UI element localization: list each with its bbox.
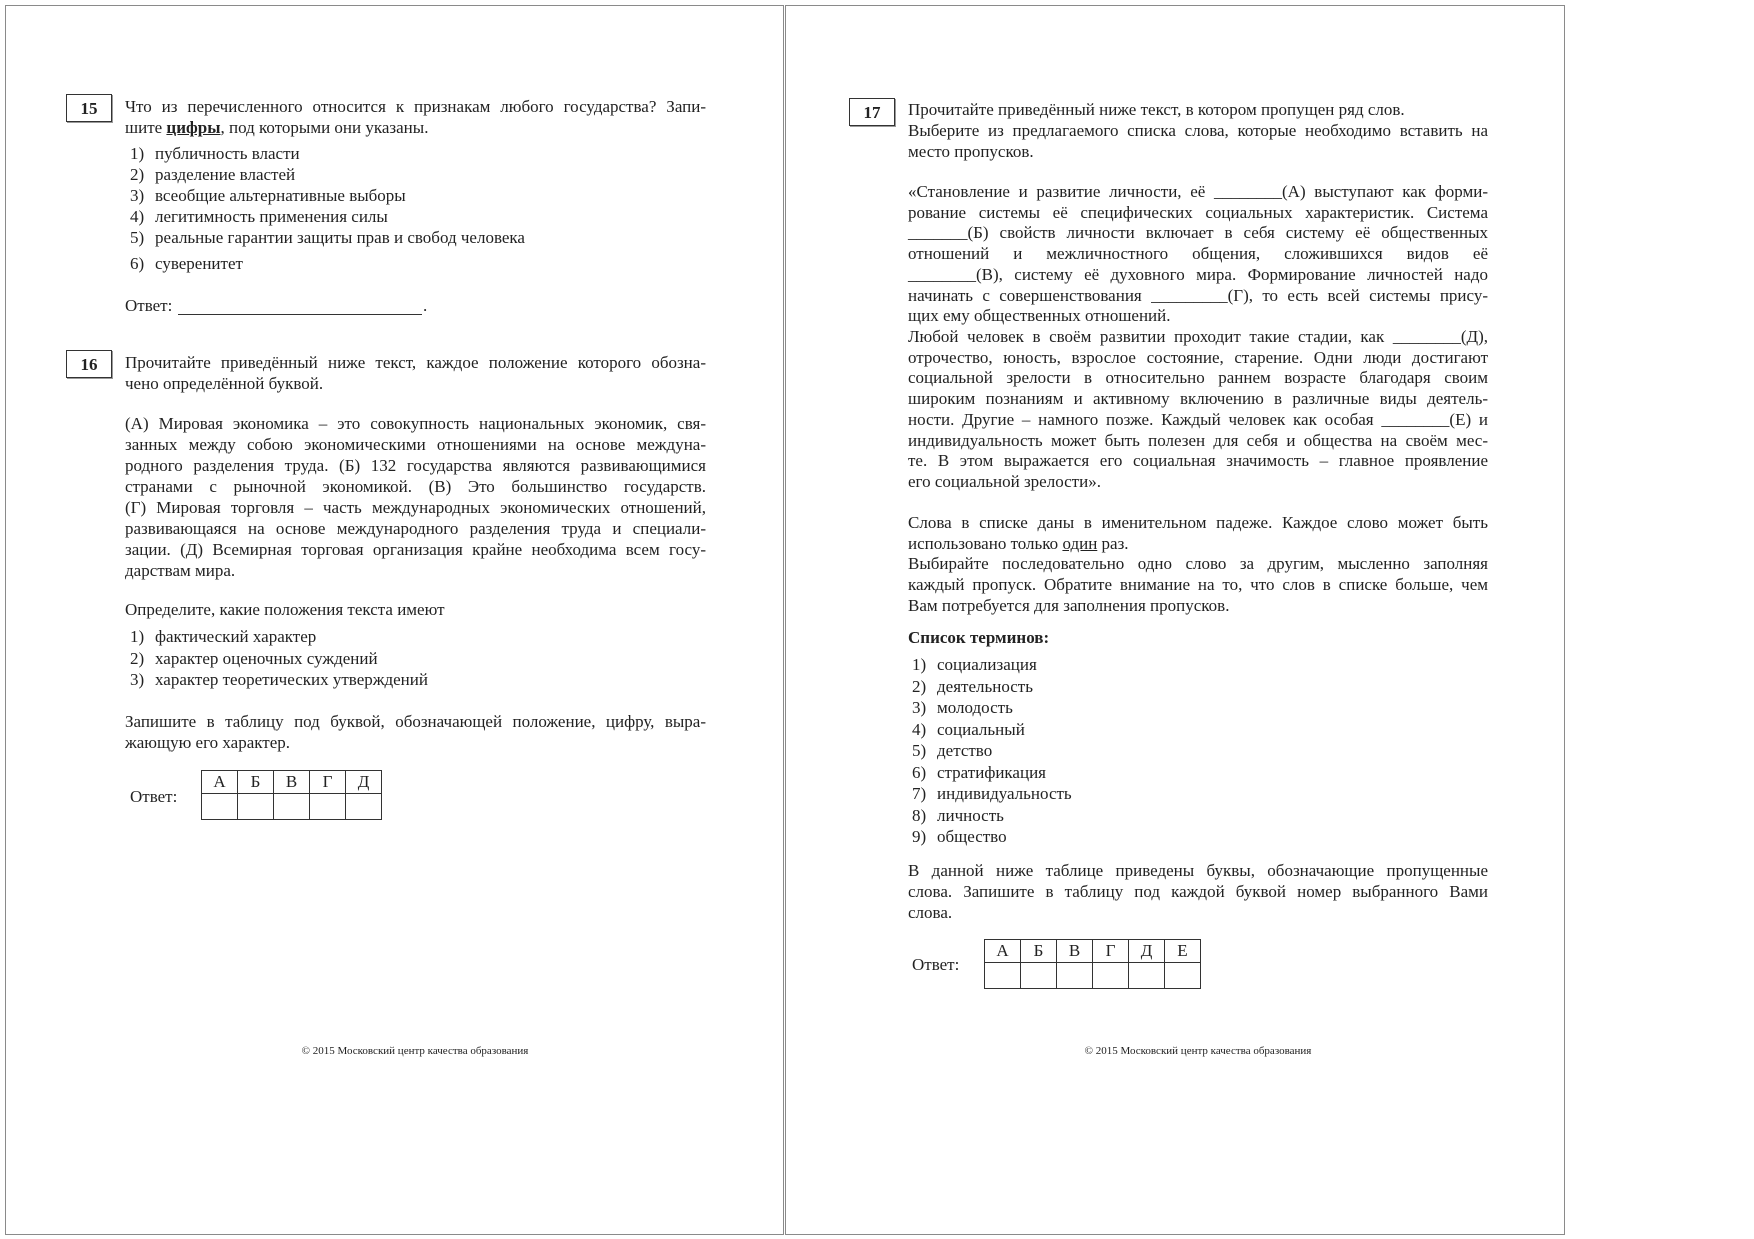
q17-answer-label: Ответ: <box>912 955 960 974</box>
terms-title: Список терминов: <box>908 628 1050 647</box>
q15-answer-field[interactable] <box>178 313 422 315</box>
term-option-number: 4) <box>912 719 927 739</box>
table-letter-header: Г <box>1093 940 1129 963</box>
table-letter-header: Б <box>1021 940 1057 963</box>
term-option-number: 1) <box>912 655 927 674</box>
term-option-text: личность <box>937 805 1004 825</box>
q16-prompt-line: чено определённой буквой. <box>125 374 324 393</box>
q17-note-line: Слова в списке даны в именительном падеже. Каждое слово может быть <box>908 513 1488 532</box>
term-option-number: 6) <box>912 762 927 782</box>
q17-note-line: Выбирайте последовательно одно слово за другим, мысленно заполняя <box>908 554 1488 573</box>
question-number-17: 17 <box>849 98 895 126</box>
q17-note-line: Вам потребуется для заполнения пропусков. <box>908 596 1230 615</box>
q16-text-line: (Г) Мировая торговля – часть международных экономических отношений, <box>125 498 706 517</box>
term-option-text: индивидуальность <box>937 784 1072 803</box>
q15-option-text: публичность власти <box>155 144 300 163</box>
q15-option-number: 3) <box>130 186 145 205</box>
term-option-number: 3) <box>912 698 927 717</box>
term-option-number: 2) <box>912 676 927 696</box>
table-letter-header: Д <box>346 771 382 794</box>
q16-answer-label: Ответ: <box>130 787 178 806</box>
term-option-number: 5) <box>912 741 927 760</box>
answer-cell[interactable] <box>202 794 238 820</box>
q16-text-line: занных между собою экономическими отношениями на основе междуна- <box>125 435 706 454</box>
q15-option-text: всеобщие альтернативные выборы <box>155 186 406 205</box>
answer-cell[interactable] <box>1129 963 1165 989</box>
q17-quote-line: _______(Б) свойств личности включает в себя систему её общественных <box>908 223 1488 243</box>
q16-text-line: странами с рыночной экономикой. (В) Это большинство государств. <box>125 477 706 496</box>
q15-option-number: 2) <box>130 165 145 184</box>
q17-quote-line: индивидуальность может быть полезен для себя и общества на своём мес- <box>908 430 1488 450</box>
table-letter-header: Б <box>238 771 274 794</box>
q17-table-note-line: слова. <box>908 903 953 922</box>
text-segment: , под которыми они указаны. <box>220 118 429 137</box>
right-footer: © 2015 Московский центр качества образования <box>1084 1045 1312 1057</box>
term-option-text: стратификация <box>937 762 1046 782</box>
answer-cell[interactable] <box>1165 963 1201 989</box>
q16-text-line: родного разделения труда. (Б) 132 государства являются развивающимися <box>125 456 706 475</box>
table-letter-header: Д <box>1129 940 1165 963</box>
table-letter-header: В <box>274 771 310 794</box>
left-footer: © 2015 Московский центр качества образования <box>301 1045 529 1057</box>
answer-cell[interactable] <box>346 794 382 820</box>
q16-text-line: дарствам мира. <box>125 561 236 580</box>
term-option-text: молодость <box>937 698 1013 717</box>
q16-text-line: (А) Мировая экономика – это совокупность национальных экономик, свя- <box>125 414 706 433</box>
term-option-text: социализация <box>937 655 1037 674</box>
q17-quote-line: ________(В), систему её духовного мира. Формирование личностей надо <box>908 264 1488 284</box>
answer-cell[interactable] <box>1021 963 1057 989</box>
q17-quote-line: начинать с совершенствования _________(Г), то есть всей системы прису- <box>908 285 1488 305</box>
q16-determine: Определите, какие положения текста имеют <box>125 600 445 619</box>
q17-quote-line: социальной зрелости в относительно раннем возрасте благодаря своим <box>908 368 1488 388</box>
text-segment: использовано только <box>908 534 1063 553</box>
q16-instruction-line: жающую его характер. <box>125 733 291 752</box>
q17-table-note-line: слова. Запишите в таблицу под каждой буквой номер выбранного Вами <box>908 882 1488 901</box>
q16-option-number: 1) <box>130 627 145 646</box>
q15-prompt-line: Что из перечисленного относится к признакам любого государства? Запи- <box>125 97 706 116</box>
q17-answer-table <box>984 939 1201 989</box>
q15-option-text: суверенитет <box>155 254 243 273</box>
term-option-number: 7) <box>912 784 927 803</box>
q16-prompt-line: Прочитайте приведённый ниже текст, каждое положение которого обозна- <box>125 353 706 372</box>
q17-note-line <box>908 533 1488 554</box>
q17-quote-line: отношений и межличностного общения, сложившихся видов её <box>908 244 1488 264</box>
q15-prompt-line <box>125 117 706 138</box>
question-number-16: 16 <box>66 350 112 378</box>
q17-prompt-line: Прочитайте приведённый ниже текст, в котором пропущен ряд слов. <box>908 100 1405 119</box>
q16-answer-table <box>201 770 382 820</box>
text-segment: раз. <box>1097 534 1129 553</box>
q17-quote-line: «Становление и развитие личности, её ________(А) выступают как форми- <box>908 182 1488 201</box>
q17-quote-line: его социальной зрелости». <box>908 471 1101 491</box>
q17-table-note-line: В данной ниже таблице приведены буквы, обозначающие пропущенные <box>908 861 1488 880</box>
answer-cell[interactable] <box>238 794 274 820</box>
q15-option-text: легитимность применения силы <box>155 207 388 226</box>
term-option-number: 9) <box>912 827 927 846</box>
text-segment: шите <box>125 118 167 137</box>
q17-quote-line: рование системы её специфических социальных характеристик. Система <box>908 202 1488 222</box>
q15-option-number: 4) <box>130 207 145 226</box>
q16-text-line: развивающаяся на основе международного разделения труда и специали- <box>125 519 706 538</box>
q17-prompt-line: место пропусков. <box>908 142 1034 161</box>
q16-option-text: характер теоретических утверждений <box>155 670 428 689</box>
answer-cell[interactable] <box>985 963 1021 989</box>
q17-quote-line: те. В этом выражается его социальная значимость – главное проявление <box>908 451 1488 471</box>
emphasized-word: цифры <box>166 118 221 137</box>
q15-option-number: 6) <box>130 254 145 273</box>
term-option-text: социальный <box>937 719 1025 739</box>
q15-answer-label: Ответ: <box>125 296 173 315</box>
q17-quote-line: Любой человек в своём развитии проходит такие стадии, как ________(Д), <box>908 327 1488 346</box>
q15-answer-period: . <box>423 296 428 315</box>
table-letter-header: Е <box>1165 940 1201 963</box>
answer-cell[interactable] <box>1057 963 1093 989</box>
q17-prompt-line: Выберите из предлагаемого списка слова, которые необходимо вставить на <box>908 121 1488 140</box>
q17-note-line: каждый пропуск. Обратите внимание на то, что слов в списке больше, чем <box>908 575 1488 594</box>
q15-option-text: разделение властей <box>155 165 296 184</box>
q16-option-text: характер оценочных суждений <box>155 649 378 668</box>
q15-option-number: 5) <box>130 228 145 247</box>
q16-option-number: 3) <box>130 670 145 689</box>
q17-quote-line: широким познаниям и активному включению в различные виды деятель- <box>908 389 1488 409</box>
question-number-15: 15 <box>66 94 112 122</box>
term-option-text: деятельность <box>937 676 1033 696</box>
term-option-number: 8) <box>912 805 927 825</box>
table-letter-header: А <box>985 940 1021 963</box>
q16-option-text: фактический характер <box>155 627 317 646</box>
answer-cell[interactable] <box>310 794 346 820</box>
emphasized-word: один <box>1062 534 1098 553</box>
table-letter-header: Г <box>310 771 346 794</box>
q16-text-line: зации. (Д) Всемирная торговая организация крайне необходима всем госу- <box>125 540 706 559</box>
q17-quote-line: щих ему общественных отношений. <box>908 306 1171 326</box>
q17-quote-line: отрочество, юность, взрослое состояние, старение. Одни люди достигают <box>908 347 1488 367</box>
term-option-text: общество <box>937 827 1007 846</box>
table-letter-header: А <box>202 771 238 794</box>
answer-cell[interactable] <box>1093 963 1129 989</box>
q17-quote-line: ности. Другие – намного позже. Каждый человек как особая ________(Е) и <box>908 409 1488 429</box>
q16-instruction-line: Запишите в таблицу под буквой, обозначающей положение, цифру, выра- <box>125 712 706 731</box>
table-letter-header: В <box>1057 940 1093 963</box>
term-option-text: детство <box>937 741 993 760</box>
q16-option-number: 2) <box>130 649 145 668</box>
q15-option-number: 1) <box>130 144 145 163</box>
answer-cell[interactable] <box>274 794 310 820</box>
q15-option-text: реальные гарантии защиты прав и свобод человека <box>155 228 525 247</box>
